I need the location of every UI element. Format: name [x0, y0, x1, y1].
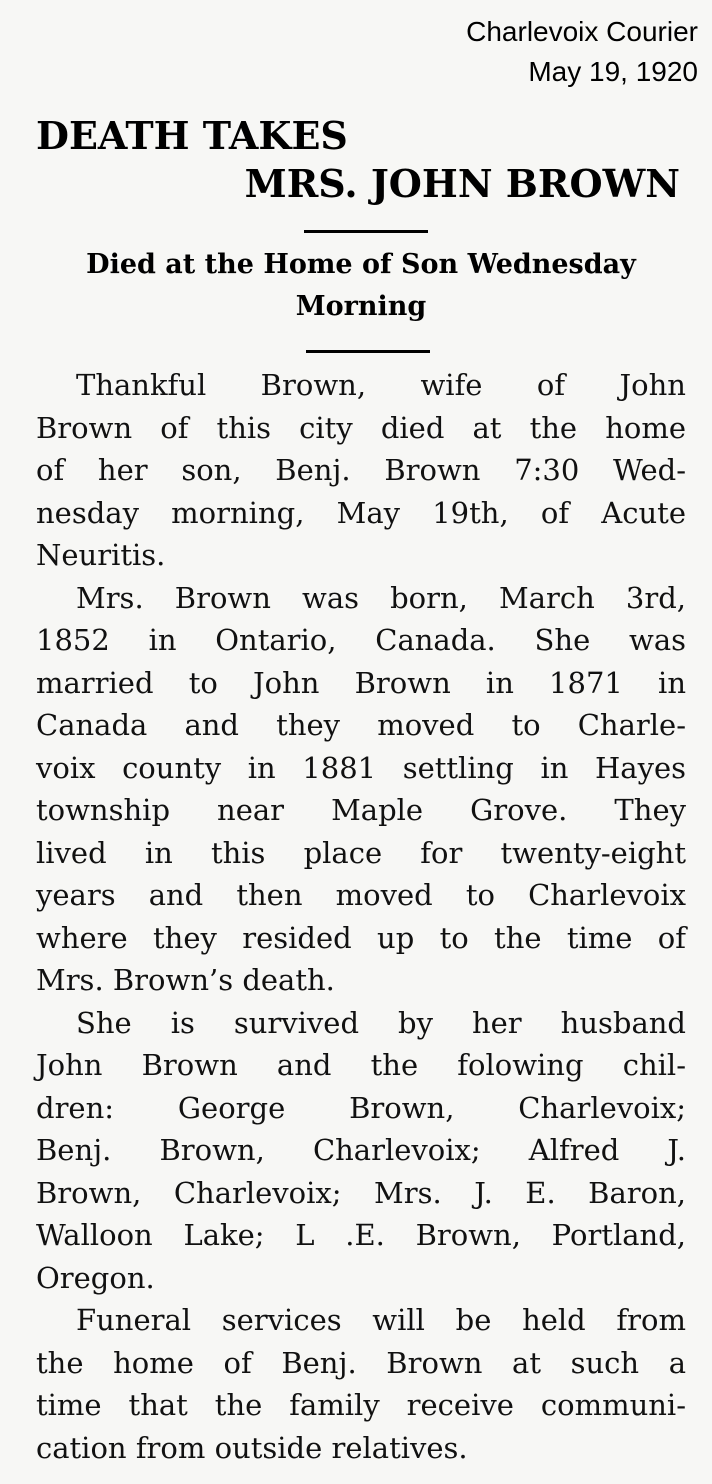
- divider-rule-top: [304, 230, 428, 233]
- article-line: John Brown and the folowing chil-: [36, 1048, 686, 1082]
- article-line: Walloon Lake; L .E. Brown, Portland,: [36, 1218, 686, 1252]
- article-line: Benj. Brown, Charlevoix; Alfred J.: [36, 1133, 686, 1167]
- publication-date: May 19, 1920: [528, 56, 698, 87]
- article-line: Funeral services will be held from: [76, 1303, 686, 1337]
- article-line: cation from outside relatives.: [36, 1430, 468, 1465]
- article-line: lived in this place for twenty-eight: [36, 835, 686, 870]
- article-line: Canada and they moved to Charle-: [36, 708, 686, 742]
- article-paragraph: [36, 1002, 686, 1300]
- headline-line-2: MRS. JOHN BROWN: [244, 161, 680, 206]
- headline: [36, 112, 688, 208]
- article-line: married to John Brown in 1871 in: [36, 665, 686, 700]
- source-caption: [466, 12, 698, 92]
- article-body: [36, 364, 686, 1469]
- article-line: Mrs. Brown was born, March 3rd,: [76, 580, 686, 615]
- article-line: the home of Benj. Brown at such a: [36, 1345, 686, 1380]
- article-line: voix county in 1881 settling in Hayes: [36, 750, 686, 785]
- article-line: Thankful Brown, wife of John: [76, 368, 686, 402]
- article-line: 1852 in Ontario, Canada. She was: [36, 623, 686, 657]
- article-line: time that the family receive communi-: [36, 1388, 686, 1422]
- article-paragraph: [36, 364, 686, 577]
- article-paragraph: [36, 1299, 686, 1469]
- article-line: nesday morning, May 19th, of Acute: [36, 495, 686, 530]
- article-line: Brown, Charlevoix; Mrs. J. E. Baron,: [36, 1175, 686, 1210]
- article-line: Mrs. Brown’s death.: [36, 963, 335, 997]
- article-line: dren: George Brown, Charlevoix;: [36, 1090, 686, 1125]
- article-line: Neuritis.: [36, 538, 166, 572]
- article-line: She is survived by her husband: [76, 1005, 686, 1040]
- publication-name: Charlevoix Courier: [466, 16, 698, 47]
- subheadline: Died at the Home of Son Wednesday Morning: [86, 249, 636, 322]
- article-line: township near Maple Grove. They: [36, 793, 686, 827]
- divider-rule-bottom: [306, 350, 430, 353]
- article-line: where they resided up to the time of: [36, 920, 686, 955]
- headline-line-1: DEATH TAKES: [36, 113, 348, 158]
- article-line: of her son, Benj. Brown 7:30 Wed-: [36, 453, 686, 487]
- article-line: Oregon.: [36, 1260, 155, 1295]
- article-paragraph: [36, 577, 686, 1002]
- article-line: Brown of this city died at the home: [36, 410, 686, 445]
- article-line: years and then moved to Charlevoix: [36, 878, 686, 912]
